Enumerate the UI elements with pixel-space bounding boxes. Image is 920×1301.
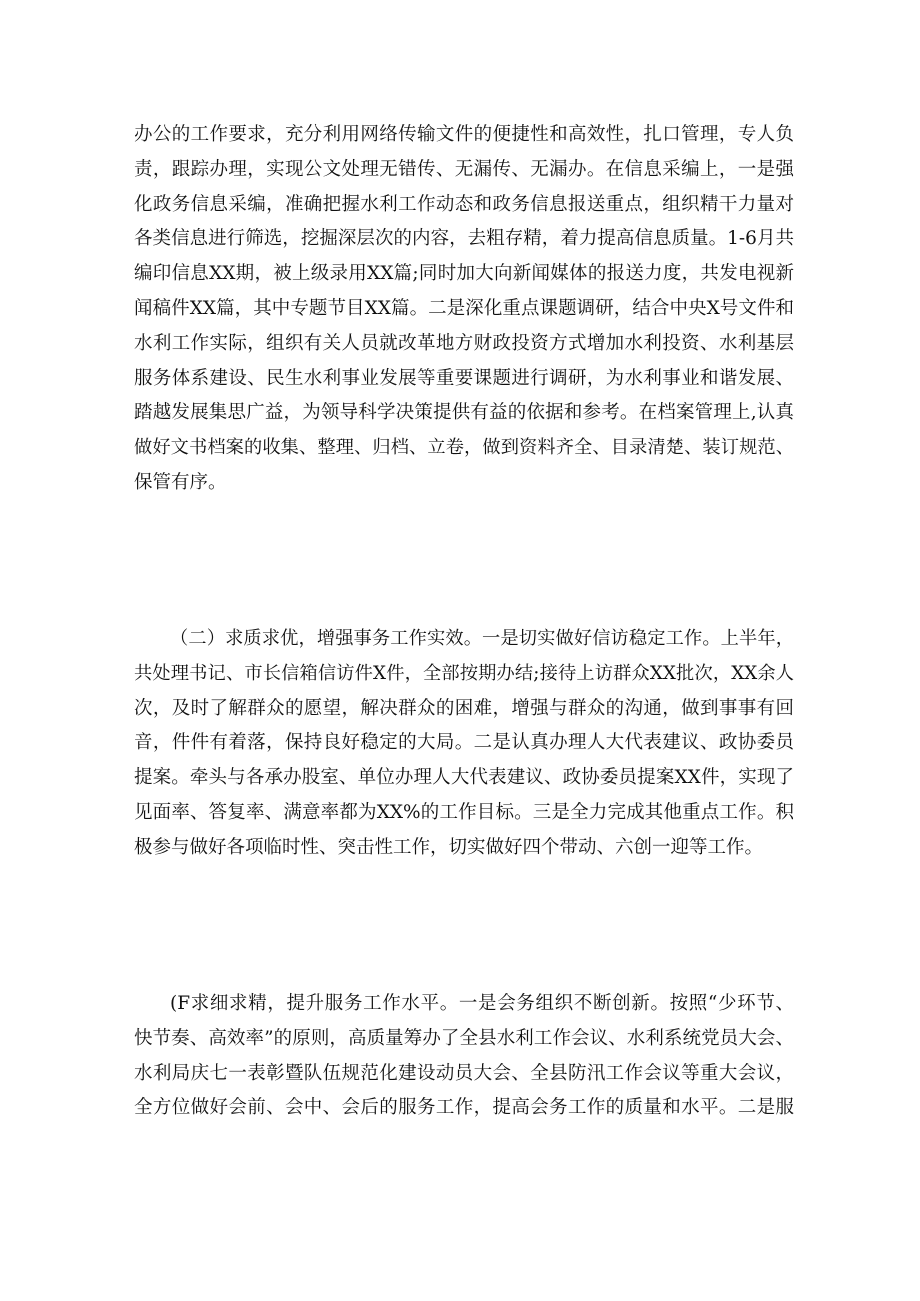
section-heading-line: (F求细求精，提升服务工作水平。一是会务组织不断创新。按照“少环节、 (170, 993, 794, 1014)
text-line: 全方位做好会前、会中、会后的服务工作，提高会务工作的质量和水平。二是服 (134, 1097, 794, 1119)
text-line: 办公的工作要求，充分利用网络传输文件的便捷性和高效性，扎口管理，专人负 (134, 124, 794, 145)
text-line: 做好文书档案的收集、整理、归档、立卷，做到资料齐全、目录清楚、装订规范、 (134, 437, 794, 459)
text-line: 编印信息XX期，被上级录用XX篇;同时加大向新闻媒体的报送力度，共发电视新 (134, 263, 794, 285)
paragraph-service-work (134, 987, 794, 1126)
text-line: 责，跟踪办理，实现公文处理无错传、无漏传、无漏办。在信息采编上，一是强 (134, 158, 794, 180)
text-line: 快节奏、高效率”的原则，高质量筹办了全县水利工作会议、水利系统党员大会、 (134, 1027, 794, 1049)
text-line: 提案。牵头与各承办股室、单位办理人大代表建议、政协委员提案XX件，实现了 (134, 767, 794, 789)
text-line: 次，及时了解群众的愿望，解决群众的困难，增强与群众的沟通，做到事事有回 (134, 697, 794, 719)
text-line: 化政务信息采编，准确把握水利工作动态和政务信息报送重点，组织精干力量对 (134, 193, 794, 215)
text-line: 踏越发展集思广益，为领导科学决策提供有益的依据和参考。在档案管理上,认真 (134, 402, 794, 424)
text-line: 极参与做好各项临时性、突击性工作，切实做好四个带动、六创一迎等工作。 (134, 836, 764, 858)
text-line: 各类信息进行筛选，挖掘深层次的内容，去粗存精，着力提高信息质量。1-6月共 (134, 228, 794, 250)
text-line: 水利工作实际，组织有关人员就改革地方财政投资方式增加水利投资、水利基层 (134, 332, 794, 354)
section-heading-line: （二）求质求优，增强事务工作实效。一是切实做好信访稳定工作。上半年， (170, 628, 794, 649)
paragraph-document-processing (134, 118, 794, 501)
text-line: 见面率、答复率、满意率都为XX%的工作目标。三是全力完成其他重点工作。积 (134, 801, 794, 823)
text-line: 服务体系建设、民生水利事业发展等重要课题进行调研，为水利事业和谐发展、 (134, 367, 794, 389)
text-line: 水利局庆七一表彰暨队伍规范化建设动员大会、全县防汛工作会议等重大会议， (134, 1062, 794, 1084)
text-line: 保管有序。 (134, 471, 227, 493)
text-line: 共处理书记、市长信箱信访件X件，全部按期办结;接待上访群众XX批次，XX余人 (134, 662, 794, 684)
paragraph-affairs-work (134, 622, 794, 866)
text-line: 音，件件有着落，保持良好稳定的大局。二是认真办理人大代表建议、政协委员 (134, 732, 794, 754)
text-line: 闻稿件XX篇，其中专题节目XX篇。二是深化重点课题调研，结合中央X号文件和 (134, 297, 794, 319)
